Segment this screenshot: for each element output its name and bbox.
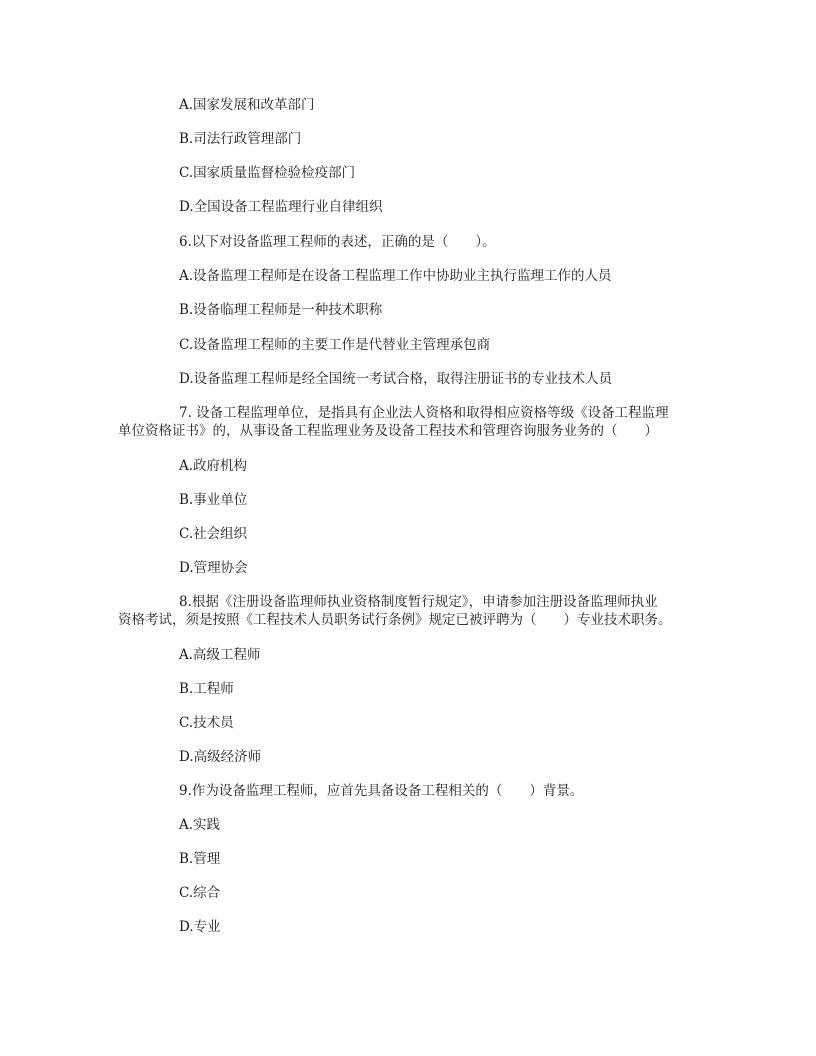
option-d-q9: D.专业 (179, 919, 221, 935)
question-8-line-2: 资格考试，须是按照《工程技术人员职务试行条例》规定已被评聘为（ ）专业技术职务。 (118, 612, 672, 628)
option-d-q5: D.全国设备工程监理行业自律组织 (179, 199, 383, 215)
question-8-line-1: 8.根据《注册设备监理师执业资格制度暂行规定》，申请参加注册设备监理师执业 (179, 594, 658, 610)
question-8 (118, 593, 698, 629)
option-b-q6: B.设备临理工程师是一种技术职称 (179, 302, 383, 318)
question-6: 6.以下对设备监理工程师的表述，正确的是（ ）。 (179, 234, 496, 250)
option-d-q6: D.设备监理工程师是经全国统一考试合格，取得注册证书的专业技术人员 (179, 371, 613, 387)
option-b-q7: B.事业单位 (179, 492, 248, 508)
question-9: 9.作为设备监理工程师，应首先具备设备工程相关的（ ）背景。 (179, 783, 584, 799)
option-a-q8: A.高级工程师 (179, 647, 261, 663)
option-a-q6: A.设备监理工程师是在设备工程监理工作中协助业主执行监理工作的人员 (179, 268, 612, 284)
option-a-q5: A.国家发展和改革部门 (179, 97, 315, 113)
question-7-line-2: 单位资格证书》的，从事设备工程监理业务及设备工程技术和管理咨询服务业务的（ ） (118, 423, 658, 439)
option-b-q5: B.司法行政管理部门 (179, 131, 302, 147)
option-b-q9: B.管理 (179, 851, 221, 867)
option-d-q8: D.高级经济师 (179, 749, 262, 765)
option-c-q7: C.社会组织 (179, 526, 248, 542)
option-b-q8: B.工程师 (179, 681, 234, 697)
question-7-line-1: 7. 设备工程监理单位，是指具有企业法人资格和取得相应资格等级《设备工程监理 (179, 405, 669, 421)
option-c-q6: C.设备监理工程师的主要工作是代替业主管理承包商 (179, 337, 491, 353)
option-c-q9: C.综合 (179, 885, 221, 901)
option-c-q5: C.国家质量监督检验检疫部门 (179, 165, 356, 181)
question-7 (118, 404, 698, 440)
option-c-q8: C.技术员 (179, 715, 234, 731)
option-a-q9: A.实践 (179, 817, 221, 833)
option-d-q7: D.管理协会 (179, 560, 248, 576)
option-a-q7: A.政府机构 (179, 458, 248, 474)
